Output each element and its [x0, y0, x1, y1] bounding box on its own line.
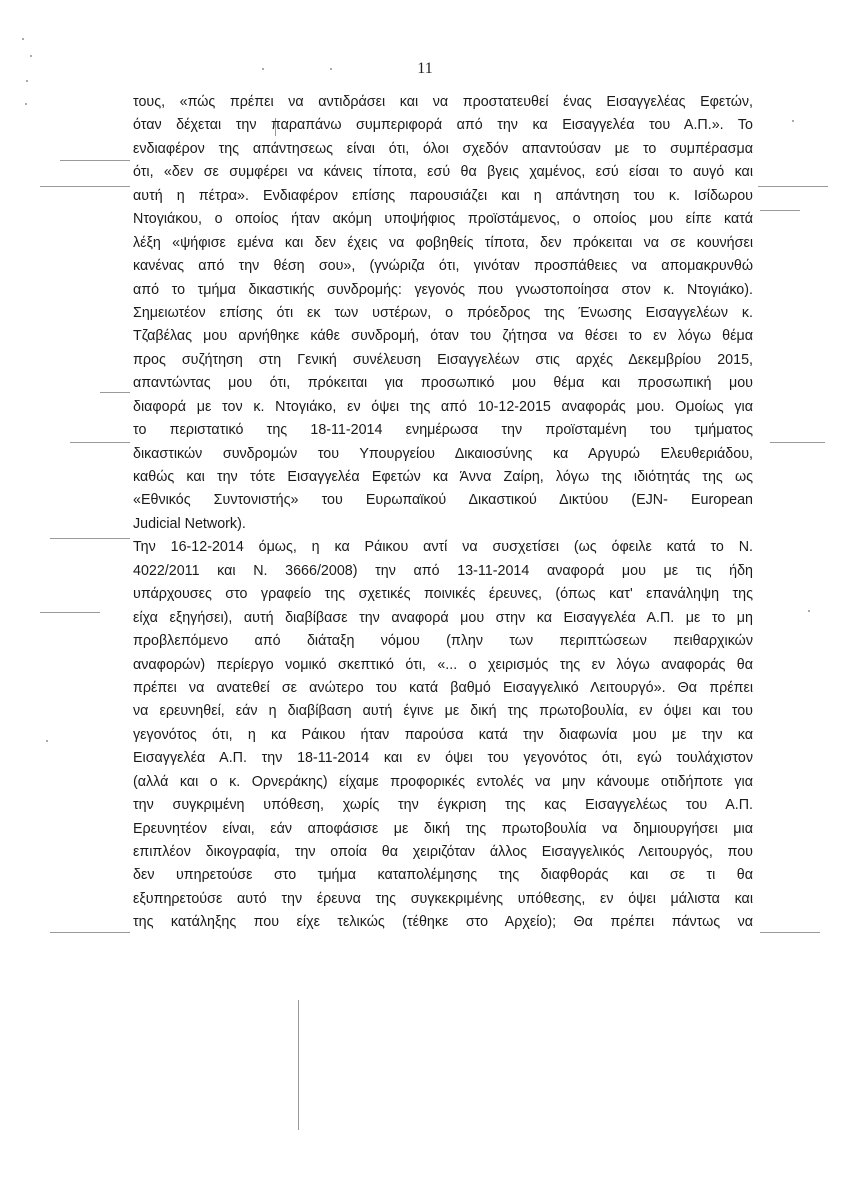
scan-line [100, 392, 130, 393]
text-line: κανένας από την θέση σου», (γνώριζα ότι, γινόταν προσπάθειες να απομακρυνθώ [133, 258, 753, 275]
scan-line [760, 210, 800, 211]
text-line: όταν δέχεται την παραπάνω συμπεριφορά από την κα Εισαγγελέα του Α.Π.». Το [133, 117, 753, 134]
scan-line [758, 186, 828, 187]
text-line: (αλλά και ο κ. Ορνεράκης) είχαμε προφορικές εντολές να μην κάνουμε οτιδήποτε για [133, 773, 753, 790]
text-line: το περιστατικό της 18-11-2014 ενημέρωσα την προϊσταμένη του τμήματος [133, 422, 753, 439]
scan-speck [262, 68, 264, 70]
text-line: αναφορών) περίεργο νομικό σκεπτικό ότι, «... ο χειρισμός της εν λόγω αναφοράς θα [133, 656, 753, 673]
scan-speck [26, 80, 28, 82]
text-line: καθώς και την τότε Εισαγγελέα Εφετών κα Άννα Ζαίρη, λόγω της ιδιότητάς της ως [133, 469, 753, 485]
text-line: από το τμήμα δικαστικής συνδρομής: γεγονός που γνωστοποίησα στον κ. Ντογιάκο). [133, 281, 753, 298]
text-line: δεν υπηρετούσε στο τμήμα καταπολέμησης της διαφθοράς και σε τι θα [133, 867, 753, 884]
text-line: Ντογιάκου, ο οποίος ήταν ακόμη υποψήφιος προϊστάμενος, ο οποίος μου είπε κατά [133, 211, 753, 228]
text-line: απαντώντας μου ότι, πρόκειται για προσωπικό μου θέμα και προσωπική μου [133, 375, 753, 392]
text-line: διαφορά με τον κ. Ντογιάκο, εν όψει της από 10-12-2015 αναφοράς μου. Ομοίως για [133, 398, 753, 415]
scan-speck [25, 103, 27, 105]
text-line: λέξη «ψήφισε εμένα και δεν έχεις να φοβηθείς τίποτα, δεν πρόκειται να σε κουνήσει [133, 234, 753, 251]
text-line: Εισαγγελέα Α.Π. την 18-11-2014 και εν όψει του γεγονότος ότι, εγώ τουλάχιστον [133, 750, 753, 767]
text-line: υπάρχουσες στο γραφείο της σχετικές ποινικές έρευνες, (όπως κατ' επανάληψη της [133, 586, 753, 603]
text-line: Ερευνητέον είναι, εάν αποφάσισε με δική της πρωτοβουλία να δημιουργήσει μια [133, 820, 753, 837]
text-line: ότι, «δεν σε συμφέρει να κάνεις τίποτα, εσύ θα βγεις χαμένος, εσύ είσαι το αυγό και [133, 164, 753, 181]
text-line: Σημειωτέον επίσης ότι εκ των υστέρων, ο πρόεδρος της Ένωσης Εισαγγελέων κ. [133, 304, 753, 321]
text-line: της κατάληξης που είχε τελικώς (τέθηκε στο Αρχείο); Θα πρέπει πάντως να [133, 914, 753, 931]
text-line: προβλεπόμενο από διάταξη νόμου (πλην των περιπτώσεων πειθαρχικών [133, 633, 753, 650]
scan-line [60, 160, 130, 161]
text-line: ενδιαφέρον της απάντησεως είναι ότι, όλοι σχεδόν απαντούσαν με το συμπέρασμα [133, 140, 753, 157]
text-line: Την 16-12-2014 όμως, η κα Ράικου αντί να συσχετίσει (ως όφειλε κατά το Ν. [133, 539, 753, 556]
scan-line [70, 442, 130, 443]
text-line: εξυπηρετούσε αυτό την έρευνα της συγκεκριμένης υπόθεσης, εν όψει μάλιστα και [133, 890, 753, 907]
text-line: γεγονότος ότι, η κα Ράικου ήταν παρούσα κατά την διαφωνία μου με την κα [133, 726, 753, 743]
scan-speck [46, 740, 48, 742]
scan-line [40, 612, 100, 613]
text-line: δικαστικών συνδρομών του Υπουργείου Δικαιοσύνης κα Αργυρώ Ελευθεριάδου, [133, 445, 753, 462]
scan-line [50, 932, 130, 933]
scan-speck [22, 38, 24, 40]
text-line: αυτή η πέτρα». Ενδιαφέρον επίσης παρουσιάζει και η απάντηση του κ. Ισίδωρου [133, 187, 753, 204]
text-line: Judicial Network). [133, 515, 246, 532]
page-number: 11 [417, 60, 433, 77]
body-text [133, 91, 753, 935]
text-line: «Εθνικός Συντονιστής» του Ευρωπαϊκού Δικαστικού Δικτύου (EJN- European [133, 492, 753, 509]
scan-line [40, 186, 130, 187]
scan-line [770, 442, 825, 443]
text-line: την συγκριμένη υπόθεση, χωρίς την έγκριση της κας Εισαγγελέως του Α.Π. [133, 797, 753, 814]
text-line: πρέπει να ανατεθεί σε ανώτερο του κατά βαθμό Εισαγγελικό Λειτουργό». Θα πρέπει [133, 679, 753, 696]
scan-line [760, 932, 820, 933]
scan-speck [30, 55, 32, 57]
text-line: τους, «πώς πρέπει να αντιδράσει και να προστατευθεί ένας Εισαγγελέας Εφετών, [133, 94, 753, 110]
text-line: Τζαβέλας μου αρνήθηκε κάθε συνδρομή, όταν του ζήτησα να θέσει το εν λόγω θέμα [133, 328, 753, 345]
scan-speck [330, 68, 332, 70]
text-line: είχα εξηγήσει), αυτή διαβίβασε την αναφορά μου στην κα Εισαγγελέα Α.Π. με το μη [133, 609, 753, 626]
scan-speck [808, 610, 810, 612]
scan-line [50, 538, 130, 539]
text-line: επιπλέον δικογραφία, την οποία θα χειριζόταν άλλος Εισαγγελικός Λειτουργός, που [133, 844, 753, 860]
scan-speck [792, 120, 794, 122]
text-line: προς συζήτηση στη Γενική συνέλευση Εισαγγελέων στις αρχές Δεκεμβρίου 2015, [133, 351, 753, 368]
text-line: 4022/2011 και Ν. 3666/2008) την από 13-11-2014 αναφορά μου με τις ήδη [133, 562, 753, 579]
text-line: να ερευνηθεί, εάν η διαβίβαση αυτή έγινε με δική της πρωτοβουλία, εν όψει και του [133, 703, 753, 720]
scan-line [298, 1000, 299, 1130]
